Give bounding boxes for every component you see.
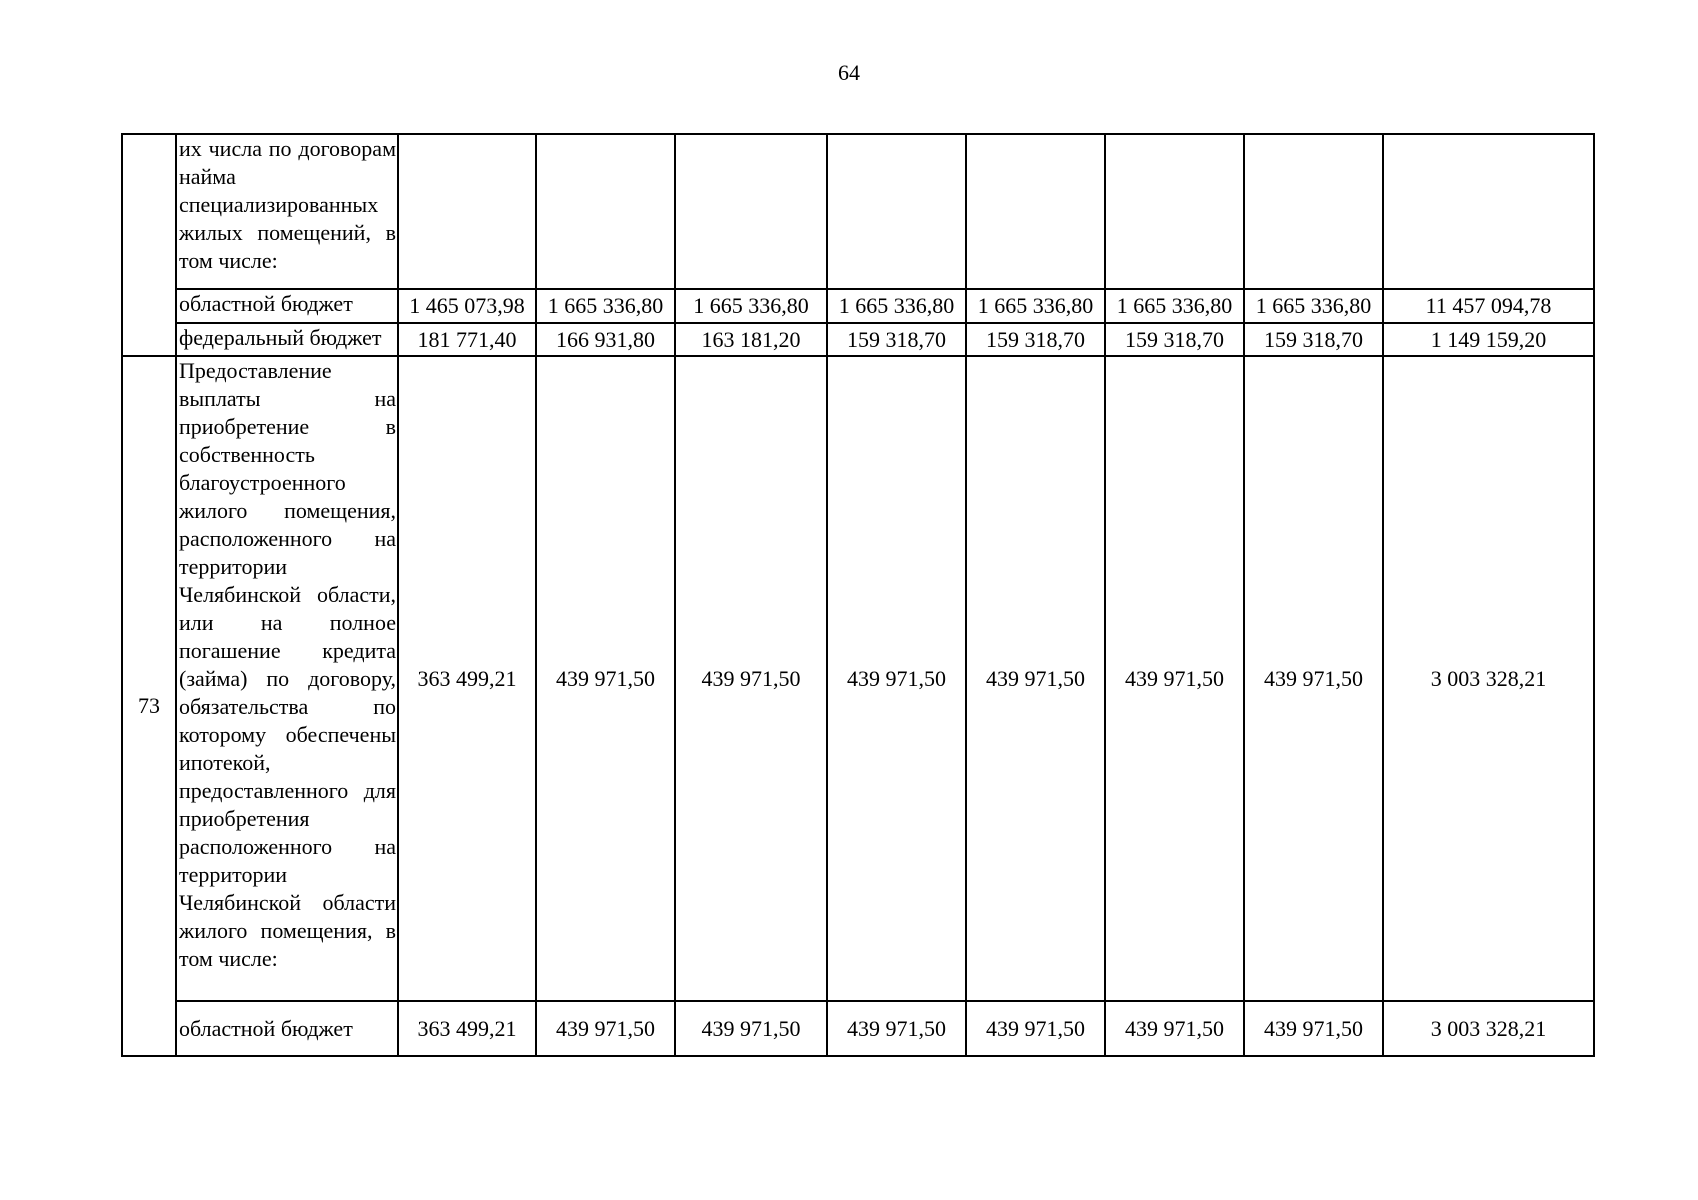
- value-cell: 1 665 336,80: [966, 289, 1105, 323]
- table-cell: [675, 134, 827, 289]
- table-row: [122, 289, 1594, 323]
- value-cell: 439 971,50: [966, 356, 1105, 1001]
- value-cell: 163 181,20: [675, 323, 827, 356]
- budget-table: [121, 133, 1595, 1057]
- value-cell-total: 3 003 328,21: [1383, 1001, 1594, 1056]
- value-cell: 1 665 336,80: [536, 289, 675, 323]
- value-cell: 439 971,50: [675, 1001, 827, 1056]
- value-cell: 439 971,50: [1244, 356, 1383, 1001]
- value-cell: 1 665 336,80: [1105, 289, 1244, 323]
- value-cell: 159 318,70: [1105, 323, 1244, 356]
- table-cell: [966, 134, 1105, 289]
- value-cell: 1 665 336,80: [827, 289, 966, 323]
- table-cell: [1383, 134, 1594, 289]
- value-cell: 1 665 336,80: [675, 289, 827, 323]
- row-description: Предоставление выплаты на приобретение в собственность благоустроенного жилого помещения, расположенного на территории Челябинской области, или на полное погашение кредита (займа) по договору, обязательства по которому обеспечены ипотекой, предоставленного для приобретения расположенного на территории Челябинской области жилого помещения, в том числе:: [176, 356, 398, 1001]
- page-number: 64: [838, 60, 860, 85]
- table-cell: [1244, 134, 1383, 289]
- value-cell: 439 971,50: [536, 356, 675, 1001]
- value-cell: 159 318,70: [966, 323, 1105, 356]
- value-cell: 159 318,70: [1244, 323, 1383, 356]
- row-number-empty: [122, 134, 176, 356]
- value-cell: 439 971,50: [675, 356, 827, 1001]
- table-row: [122, 356, 1594, 1001]
- budget-label: областной бюджет: [176, 289, 398, 323]
- value-cell: 439 971,50: [827, 356, 966, 1001]
- table-row: [122, 323, 1594, 356]
- row-description: их числа по договорам найма специализированных жилых помещений, в том числе:: [176, 134, 398, 289]
- table-cell: [827, 134, 966, 289]
- table-cell: [536, 134, 675, 289]
- table-row: [122, 1001, 1594, 1056]
- value-cell: 181 771,40: [398, 323, 536, 356]
- budget-label: федеральный бюджет: [176, 323, 398, 356]
- value-cell: 363 499,21: [398, 356, 536, 1001]
- value-cell: 439 971,50: [536, 1001, 675, 1056]
- value-cell: 439 971,50: [1244, 1001, 1383, 1056]
- value-cell: 439 971,50: [1105, 356, 1244, 1001]
- table-cell: [398, 134, 536, 289]
- value-cell: 439 971,50: [827, 1001, 966, 1056]
- table-cell: [1105, 134, 1244, 289]
- value-cell-total: 3 003 328,21: [1383, 356, 1594, 1001]
- value-cell: 159 318,70: [827, 323, 966, 356]
- value-cell: 363 499,21: [398, 1001, 536, 1056]
- value-cell: 1 665 336,80: [1244, 289, 1383, 323]
- budget-label: областной бюджет: [176, 1001, 398, 1056]
- value-cell: 439 971,50: [966, 1001, 1105, 1056]
- row-number: 73: [122, 356, 176, 1056]
- value-cell-total: 1 149 159,20: [1383, 323, 1594, 356]
- value-cell: 166 931,80: [536, 323, 675, 356]
- table-row: [122, 134, 1594, 289]
- value-cell: 1 465 073,98: [398, 289, 536, 323]
- value-cell-total: 11 457 094,78: [1383, 289, 1594, 323]
- value-cell: 439 971,50: [1105, 1001, 1244, 1056]
